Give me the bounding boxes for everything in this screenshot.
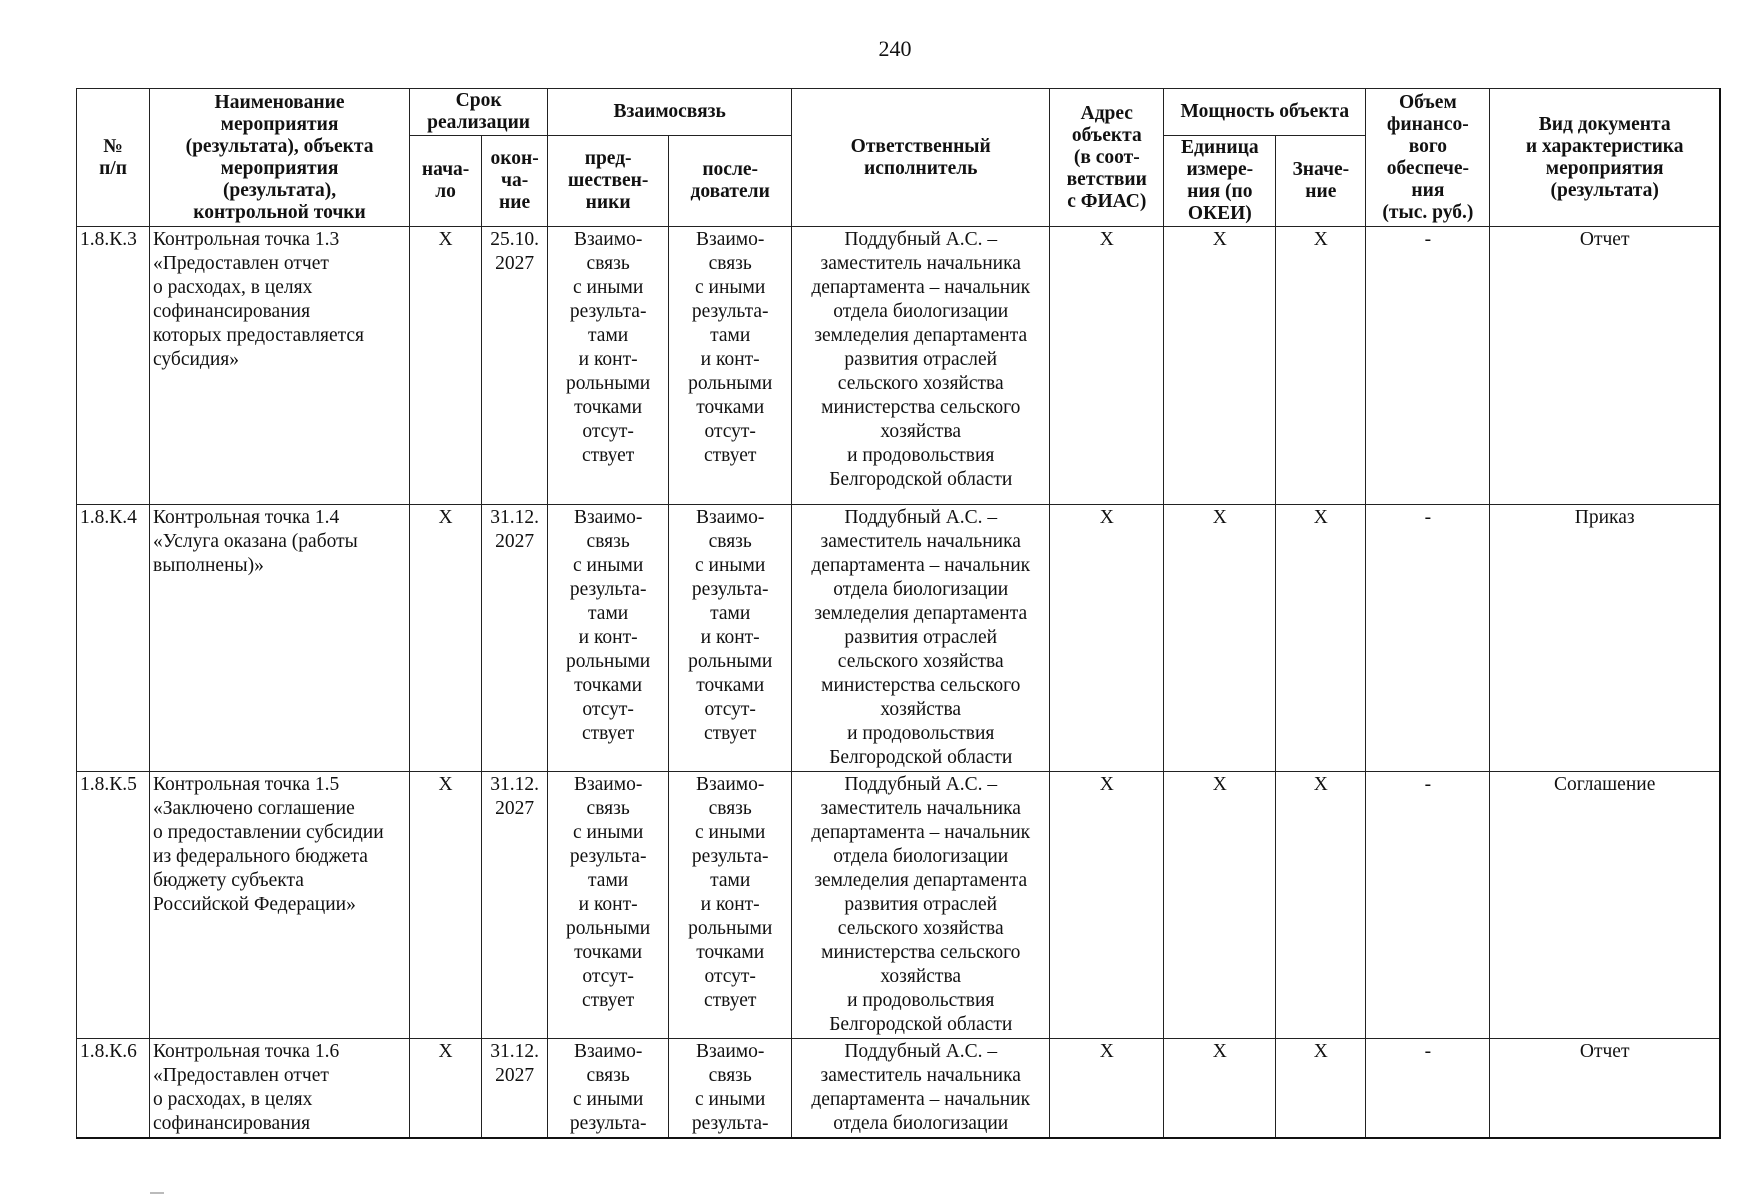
header-term-start: нача- ло	[410, 136, 482, 227]
header-responsible: Ответственный исполнитель	[792, 89, 1050, 227]
header-unit: Единица измере- ния (по ОКЕИ)	[1164, 136, 1276, 227]
table-row	[77, 772, 1721, 1039]
table-header	[77, 89, 1721, 227]
row-start: X	[410, 1039, 482, 1139]
row-doc-type: Отчет	[1490, 1039, 1720, 1139]
table-row	[77, 505, 1721, 772]
row-successors: Взаимо- связь с иными результа-	[669, 1039, 792, 1139]
row-end: 25.10. 2027	[482, 227, 548, 505]
row-value: X	[1276, 1039, 1366, 1139]
row-unit: X	[1164, 772, 1276, 1039]
row-address: X	[1050, 227, 1164, 505]
header-doc-type: Вид документа и характеристика мероприятия (результата)	[1490, 89, 1720, 227]
row-predecessors: Взаимо- связь с иными результа- тами и конт- рольными точками отсут- ствует	[548, 505, 669, 772]
row-responsible: Поддубный А.С. – заместитель начальника департамента – начальник отдела биологизации земледелия департамента развития отраслей сельского хозяйства министерства сельского хозяйства и продовольствия Белгородской области	[792, 227, 1050, 505]
row-doc-type: Приказ	[1490, 505, 1720, 772]
header-value: Значе- ние	[1276, 136, 1366, 227]
row-successors: Взаимо- связь с иными результа- тами и конт- рольными точками отсут- ствует	[669, 772, 792, 1039]
row-value: X	[1276, 772, 1366, 1039]
row-address: X	[1050, 1039, 1164, 1139]
row-start: X	[410, 505, 482, 772]
header-term-end: окон- ча- ние	[482, 136, 548, 227]
row-funding: -	[1366, 1039, 1490, 1139]
row-num: 1.8.К.4	[77, 505, 150, 772]
row-num: 1.8.К.5	[77, 772, 150, 1039]
row-unit: X	[1164, 1039, 1276, 1139]
row-start: X	[410, 772, 482, 1039]
header-relation: Взаимосвязь	[548, 89, 792, 136]
page-number: 240	[878, 36, 912, 61]
row-end: 31.12. 2027	[482, 1039, 548, 1139]
row-responsible: Поддубный А.С. – заместитель начальника департамента – начальник отдела биологизации земледелия департамента развития отраслей сельского хозяйства министерства сельского хозяйства и продовольствия Белгородской области	[792, 505, 1050, 772]
row-start: X	[410, 227, 482, 505]
header-num: № п/п	[77, 89, 150, 227]
row-unit: X	[1164, 227, 1276, 505]
header-successors: после- дователи	[669, 136, 792, 227]
row-predecessors: Взаимо- связь с иными результа- тами и конт- рольными точками отсут- ствует	[548, 227, 669, 505]
row-name: Контрольная точка 1.4 «Услуга оказана (работы выполнены)»	[150, 505, 410, 772]
row-doc-type: Отчет	[1490, 227, 1720, 505]
plan-table	[76, 88, 1721, 1139]
row-predecessors: Взаимо- связь с иными результа-	[548, 1039, 669, 1139]
row-responsible: Поддубный А.С. – заместитель начальника департамента – начальник отдела биологизации земледелия департамента развития отраслей сельского хозяйства министерства сельского хозяйства и продовольствия Белгородской области	[792, 772, 1050, 1039]
row-predecessors: Взаимо- связь с иными результа- тами и конт- рольными точками отсут- ствует	[548, 772, 669, 1039]
row-value: X	[1276, 505, 1366, 772]
row-funding: -	[1366, 505, 1490, 772]
row-funding: -	[1366, 227, 1490, 505]
scan-artifact	[150, 1192, 164, 1194]
row-address: X	[1050, 505, 1164, 772]
header-capacity: Мощность объекта	[1164, 89, 1366, 136]
row-name: Контрольная точка 1.5 «Заключено соглашение о предоставлении субсидии из федерального бюджета бюджету субъекта Российской Федерации»	[150, 772, 410, 1039]
row-unit: X	[1164, 505, 1276, 772]
header-name: Наименование мероприятия (результата), объекта мероприятия (результата), контрольной точки	[150, 89, 410, 227]
row-successors: Взаимо- связь с иными результа- тами и конт- рольными точками отсут- ствует	[669, 227, 792, 505]
row-end: 31.12. 2027	[482, 772, 548, 1039]
row-address: X	[1050, 772, 1164, 1039]
row-end: 31.12. 2027	[482, 505, 548, 772]
row-responsible: Поддубный А.С. – заместитель начальника департамента – начальник отдела биологизации	[792, 1039, 1050, 1139]
row-name: Контрольная точка 1.6 «Предоставлен отчет о расходах, в целях софинансирования	[150, 1039, 410, 1139]
table-body	[77, 227, 1721, 1139]
row-successors: Взаимо- связь с иными результа- тами и конт- рольными точками отсут- ствует	[669, 505, 792, 772]
row-num: 1.8.К.3	[77, 227, 150, 505]
row-name: Контрольная точка 1.3 «Предоставлен отчет о расходах, в целях софинансирования которых предоставляется субсидия»	[150, 227, 410, 505]
header-address: Адрес объекта (в соот- ветствии с ФИАС)	[1050, 89, 1164, 227]
row-funding: -	[1366, 772, 1490, 1039]
header-term: Срок реализации	[410, 89, 548, 136]
row-value: X	[1276, 227, 1366, 505]
row-num: 1.8.К.6	[77, 1039, 150, 1139]
header-funding: Объем финансо- вого обеспече- ния (тыс. руб.)	[1366, 89, 1490, 227]
table-row	[77, 1039, 1721, 1139]
table-row	[77, 227, 1721, 505]
header-predecessors: пред- шествен- ники	[548, 136, 669, 227]
row-doc-type: Соглашение	[1490, 772, 1720, 1039]
